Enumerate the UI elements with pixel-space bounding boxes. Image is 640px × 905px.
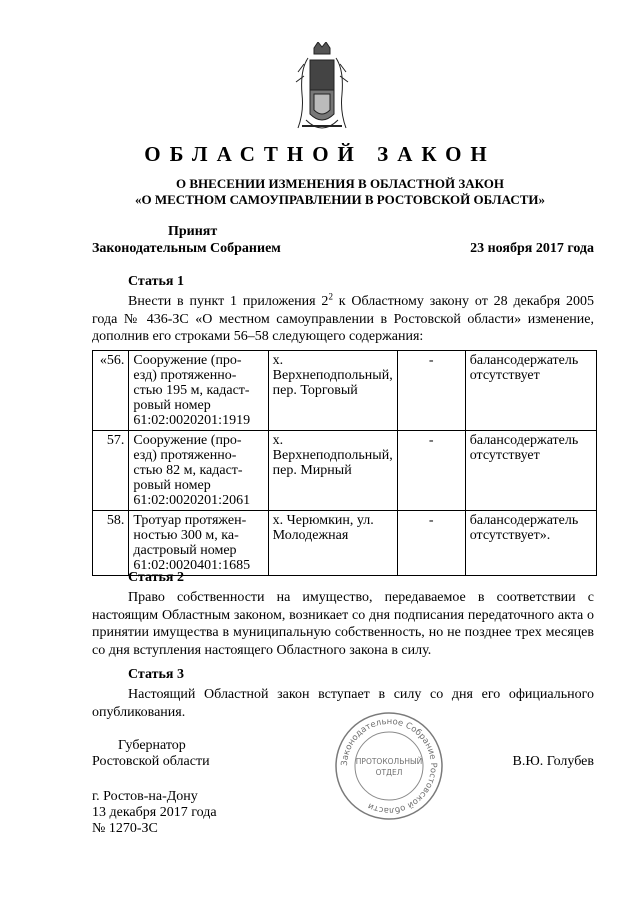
row-address: х. Черюмкин, ул. Молодежная	[268, 511, 397, 576]
article-1-text	[92, 293, 594, 346]
row-balance: -	[397, 431, 465, 511]
article-1-text-before: Внести в пункт 1 приложения 2	[128, 294, 329, 309]
row-number: 57.	[93, 431, 129, 511]
row-note: балансодержатель отсутствует».	[465, 511, 596, 576]
stamp-center-line-2: ОТДЕЛ	[375, 768, 403, 777]
adoption-body: Законодательным Собранием	[92, 241, 281, 256]
footer-number: № 1270-ЗС	[92, 821, 158, 836]
article-2-text: Право собственности на имущество, передаваемое в соответствии с настоящим Областным законом, возникает со дня подписания передаточного акта о принятии имущества в муниципальную собственность, но не позднее трех месяцев со дня вступления настоящего Областного закона в силу.	[92, 590, 594, 658]
table-row	[93, 511, 597, 576]
amendment-table	[92, 350, 597, 576]
coat-of-arms-emblem	[294, 42, 350, 136]
article-1-heading: Статья 1	[128, 274, 184, 289]
row-number: «56.	[93, 351, 129, 431]
stamp-center-line-1: ПРОТОКОЛЬНЫЙ	[355, 757, 423, 766]
law-subtitle	[60, 176, 620, 208]
article-3-heading: Статья 3	[128, 667, 184, 682]
footer-block	[92, 789, 217, 837]
stamp-ring-text: Законодательное Собрание Ростовской области	[339, 716, 439, 816]
row-balance: -	[397, 351, 465, 431]
row-balance: -	[397, 511, 465, 576]
row-note: балансодержатель отсутствует	[465, 431, 596, 511]
footer-date: 13 декабря 2017 года	[92, 805, 217, 820]
article-2-heading: Статья 2	[128, 570, 184, 585]
law-title: ОБЛАСТНОЙ ЗАКОН	[144, 142, 496, 166]
subtitle-line-1: О ВНЕСЕНИИ ИЗМЕНЕНИЯ В ОБЛАСТНОЙ ЗАКОН	[176, 176, 504, 191]
table-row	[93, 351, 597, 431]
adoption-label: Принят	[168, 224, 218, 239]
footer-place: г. Ростов-на-Дону	[92, 789, 198, 804]
article-3-text: Настоящий Областной закон вступает в силу со дня его официального опубликования.	[92, 687, 594, 720]
adoption-date: 23 ноября 2017 года	[470, 241, 594, 256]
row-object: Сооружение (про-езд) протяженно-стью 195 м, кадаст-ровый номер 61:02:0020201:1919	[129, 351, 268, 431]
row-address: х. Верхнеподпольный, пер. Мирный	[268, 431, 397, 511]
signatory-name: В.Ю. Голубев	[512, 754, 594, 769]
row-note: балансодержатель отсутствует	[465, 351, 596, 431]
signatory-title-line-2: Ростовской области	[92, 754, 210, 769]
row-object: Тротуар протяжен-ностью 300 м, ка-дастровый номер 61:02:0020401:1685	[129, 511, 268, 576]
article-1-text-after: к Областному закону от 28 декабря 2005 года № 436-ЗС «О местном самоуправлении в Ростовской области» изменение, дополнив его строками 56–58 следующего содержания:	[92, 294, 594, 344]
row-number: 58.	[93, 511, 129, 576]
article-1-superscript: 2	[328, 291, 333, 302]
official-stamp	[333, 710, 445, 822]
row-object: Сооружение (про-езд) протяженно-стью 82 м, кадаст-ровый номер 61:02:0020201:2061	[129, 431, 268, 511]
signatory-title-line-1: Губернатор	[118, 738, 186, 753]
subtitle-line-2: «О МЕСТНОМ САМОУПРАВЛЕНИИ В РОСТОВСКОЙ ОБЛАСТИ»	[135, 192, 545, 207]
table-row	[93, 431, 597, 511]
row-address: х. Верхнеподпольный, пер. Торговый	[268, 351, 397, 431]
